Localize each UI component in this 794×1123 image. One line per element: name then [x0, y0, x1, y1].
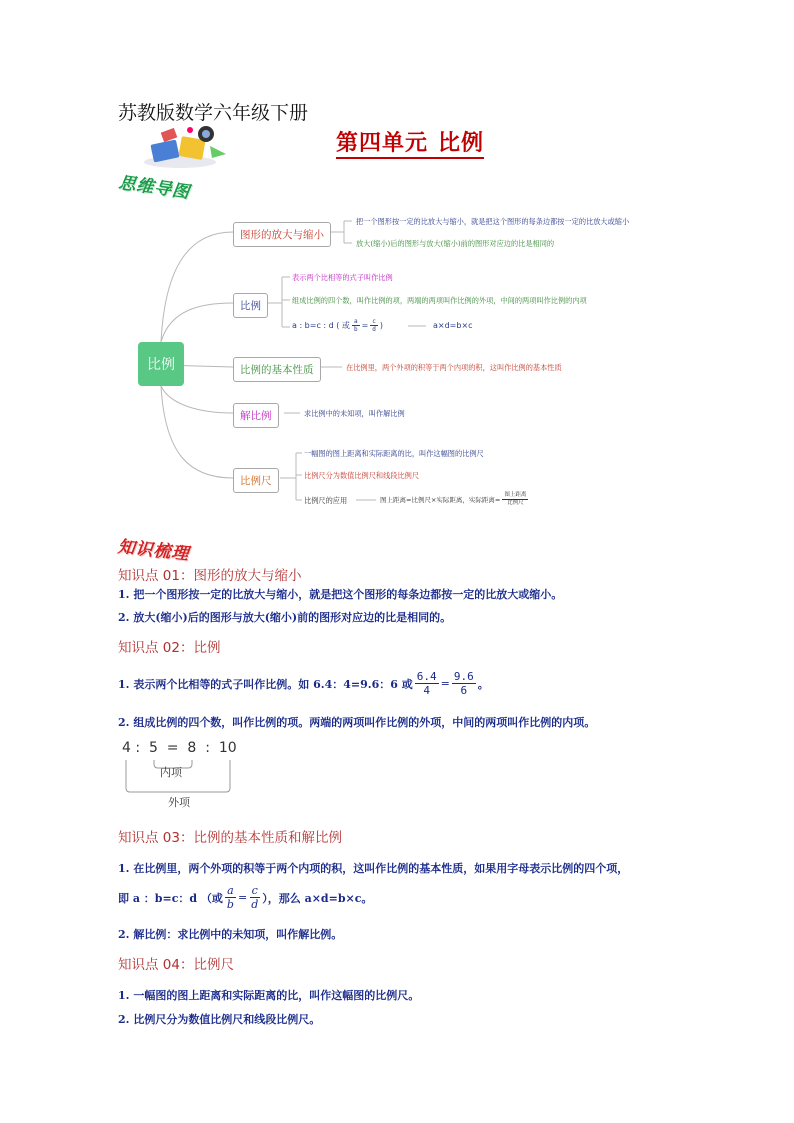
kp3-line-3: 2. 解比例：求比例中的未知项，叫作解比例。	[118, 928, 343, 941]
kp4-line-2: 2. 比例尺分为数值比例尺和线段比例尺。	[118, 1013, 321, 1026]
denominator: 6	[460, 684, 468, 697]
equals-sign: =	[440, 677, 450, 690]
kp3-line-2-text: 即 a ：b=c：d （或	[118, 891, 223, 905]
mindmap-leaf-formula: a : b=c : d ( 或 $\frac{a}{b}$ = $\frac{c}{d}$ )	[292, 318, 384, 333]
mindmap-leaf: 组成比例的四个数，叫作比例的项，两端的两项叫作比例的外项，中间的两项叫作比例的内项	[292, 296, 587, 305]
kp4-line-1: 1. 一幅图的图上距离和实际距离的比，叫作这幅图的比例尺。	[118, 989, 420, 1002]
book-title: 苏教版数学六年级下册	[118, 102, 309, 124]
kp3-line-2: 即 a ：b=c：d （或 $\frac{a}{b}$ = $\frac{c}{d}$ ），那么 a×d=b×c。	[118, 884, 373, 911]
mindmap-leaf: 一幅图的图上距离和实际距离的比，叫作这幅图的比例尺	[304, 449, 484, 458]
fraction-9-6-over-6	[452, 670, 476, 697]
mindmap-leaf: 比例尺分为数值比例尺和线段比例尺	[304, 471, 420, 480]
unit-title	[336, 130, 484, 159]
mindmap-leaf: a×d=b×c	[433, 321, 473, 330]
mindmap-leaf: 在比例里，两个外项的积等于两个内项的积，这叫作比例的基本性质	[346, 363, 562, 372]
mindmap-connectors	[120, 205, 680, 515]
section-title-mindmap: 思维导图	[117, 173, 192, 203]
denominator: d	[372, 326, 376, 333]
numerator: a	[353, 318, 358, 325]
fraction-scale	[502, 492, 528, 507]
outer-terms-label: 外项	[168, 796, 190, 809]
fraction-c-over-d	[249, 884, 260, 911]
kp2-line-1	[118, 670, 489, 697]
mindmap-leaf-scale-formula	[380, 492, 530, 507]
denominator: b	[353, 326, 358, 333]
decorative-illustration	[140, 124, 230, 170]
fraction-a-b	[352, 318, 360, 333]
mindmap-leaf: 把一个图形按一定的比放大与缩小，就是把这个图形的每条边都按一定的比放大或缩小	[356, 217, 630, 226]
ratio-terms-figure	[118, 738, 238, 808]
kp4-heading: 知识点 04：比例尺	[118, 957, 234, 973]
scale-formula-text: 图上距离=比例尺×实际距离，实际距离=	[380, 496, 501, 504]
mindmap-root: 比例	[138, 342, 184, 386]
period: 。	[477, 677, 489, 691]
kp2-heading: 知识点 02：比例	[118, 640, 221, 656]
kp2-line-1-text: 1. 表示两个比相等的式子叫作比例。如 6.4：4=9.6：6 或	[118, 677, 413, 691]
mindmap-node-proportion: 比例	[233, 293, 268, 318]
mindmap-node-basic-property: 比例的基本性质	[233, 357, 321, 382]
kp3-heading: 知识点 03：比例的基本性质和解比例	[118, 830, 342, 846]
fraction-c-d	[370, 318, 378, 333]
mindmap-leaf: 求比例中的未知项，叫作解比例	[304, 409, 405, 418]
fraction-6-4-over-4	[415, 670, 439, 697]
mindmap-leaf: 放大(缩小)后的图形与放大(缩小)前的图形对应边的比是相同的	[356, 239, 555, 248]
mindmap-leaf: 表示两个比相等的式子叫作比例	[292, 273, 393, 282]
numerator: 图上距离	[504, 492, 527, 498]
numerator: a	[227, 884, 234, 897]
denominator: d	[251, 898, 259, 911]
kp1-line-2: 2. 放大(缩小)后的图形与放大(缩小)前的图形对应边的比是相同的。	[118, 611, 452, 624]
numerator: 9.6	[453, 670, 474, 683]
kp3-line-2-end: ），那么 a×d=b×c。	[262, 891, 373, 905]
mindmap-node-scaling: 图形的放大与缩小	[233, 222, 331, 247]
formula-close: )	[379, 321, 384, 330]
numerator: 6.4	[416, 670, 437, 683]
denominator: 比例尺	[507, 500, 524, 506]
denominator: 4	[423, 684, 431, 697]
mindmap	[120, 205, 680, 515]
kp1-heading: 知识点 01：图形的放大与缩小	[118, 568, 302, 584]
unit-title-topic: 比例	[438, 130, 485, 156]
mindmap-node-scale: 比例尺	[233, 468, 279, 493]
inner-terms-label: 内项	[160, 766, 182, 779]
fraction-a-over-b	[225, 884, 236, 911]
formula-text: a : b=c : d ( 或	[292, 321, 350, 330]
denominator: b	[226, 898, 234, 911]
kp2-line-2: 2. 组成比例的四个数，叫作比例的项。两端的两项叫作比例的外项，中间的两项叫作比例的内项。	[118, 716, 596, 729]
mindmap-leaf: 比例尺的应用	[304, 496, 348, 505]
mindmap-node-solve: 解比例	[233, 403, 279, 428]
kp1-line-1: 1. 把一个图形按一定的比放大与缩小，就是把这个图形的每条边都按一定的比放大或缩小。	[118, 588, 563, 601]
unit-title-number: 第四单元	[336, 130, 429, 156]
kp3-line-1: 1. 在比例里，两个外项的积等于两个内项的积，这叫作比例的基本性质，如果用字母表示比例的四个项，	[118, 862, 629, 875]
numerator: c	[372, 318, 376, 325]
ratio-equation: 4 : 5 = 8 : 10	[122, 740, 237, 756]
numerator: c	[251, 884, 258, 897]
section-title-knowledge: 知识梳理	[116, 537, 191, 565]
